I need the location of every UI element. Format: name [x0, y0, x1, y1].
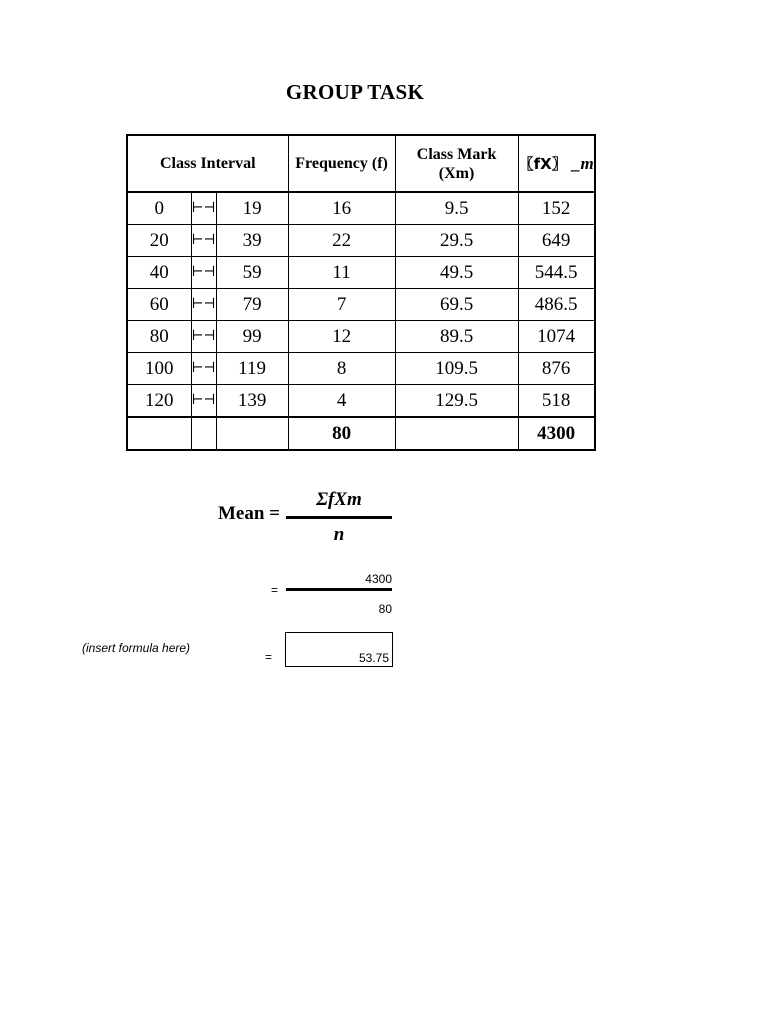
- class-lower: 100: [127, 353, 191, 385]
- interval-symbol: ⊢⊣: [191, 192, 216, 225]
- total-frequency: 80: [288, 417, 395, 450]
- result-box[interactable]: [285, 632, 393, 667]
- frequency-cell: 8: [288, 353, 395, 385]
- table-row: [127, 321, 595, 353]
- table-row: [127, 289, 595, 321]
- fxm-cell: 649: [518, 225, 595, 257]
- frequency-cell: 4: [288, 385, 395, 418]
- total-blank: [191, 417, 216, 450]
- table-row: [127, 353, 595, 385]
- class-lower: 120: [127, 385, 191, 418]
- class-upper: 39: [216, 225, 288, 257]
- fx-main: fX: [533, 154, 552, 173]
- fx-left-bracket: 〖: [518, 154, 534, 173]
- table-row: [127, 225, 595, 257]
- class-mark-cell: 129.5: [395, 385, 518, 418]
- step-equals: =: [271, 583, 279, 597]
- class-mark-cell: 9.5: [395, 192, 518, 225]
- step-denominator: 80: [378, 602, 392, 616]
- header-class-mark-line2: (Xm): [438, 164, 475, 182]
- total-fxm: 4300: [518, 417, 595, 450]
- interval-symbol: ⊢⊣: [191, 257, 216, 289]
- frequency-cell: 22: [288, 225, 395, 257]
- fxm-cell: 544.5: [518, 257, 595, 289]
- class-lower: 60: [127, 289, 191, 321]
- result-equals: =: [265, 650, 273, 664]
- page-title: GROUP TASK: [285, 80, 425, 104]
- class-upper: 59: [216, 257, 288, 289]
- fxm-cell: 518: [518, 385, 595, 418]
- total-blank: [127, 417, 191, 450]
- class-lower: 20: [127, 225, 191, 257]
- result-value: 53.75: [358, 651, 389, 665]
- total-blank: [395, 417, 518, 450]
- class-upper: 119: [216, 353, 288, 385]
- frequency-cell: 16: [288, 192, 395, 225]
- class-upper: 99: [216, 321, 288, 353]
- class-upper: 79: [216, 289, 288, 321]
- frequency-table: [126, 134, 596, 451]
- table-total-row: [127, 417, 595, 450]
- step-fraction-line: [286, 588, 392, 591]
- header-class-mark: [395, 135, 518, 192]
- table-header-row: [127, 135, 595, 192]
- class-upper: 139: [216, 385, 288, 418]
- class-upper: 19: [216, 192, 288, 225]
- class-lower: 0: [127, 192, 191, 225]
- class-mark-cell: 69.5: [395, 289, 518, 321]
- frequency-cell: 7: [288, 289, 395, 321]
- interval-symbol: ⊢⊣: [191, 353, 216, 385]
- interval-symbol: ⊢⊣: [191, 321, 216, 353]
- class-mark-cell: 109.5: [395, 353, 518, 385]
- class-mark-cell: 29.5: [395, 225, 518, 257]
- fxm-cell: 152: [518, 192, 595, 225]
- total-blank: [216, 417, 288, 450]
- fraction-line: [286, 516, 392, 519]
- class-lower: 40: [127, 257, 191, 289]
- table-row: [127, 192, 595, 225]
- header-frequency: Frequency (f): [288, 135, 395, 192]
- frequency-cell: 12: [288, 321, 395, 353]
- class-lower: 80: [127, 321, 191, 353]
- fxm-cell: 1074: [518, 321, 595, 353]
- table-row: [127, 257, 595, 289]
- fx-right-bracket: 〗: [551, 154, 567, 173]
- step-numerator: 4300: [365, 572, 392, 586]
- mean-label: Mean =: [218, 503, 281, 524]
- header-fxm: [518, 135, 595, 192]
- fxm-cell: 486.5: [518, 289, 595, 321]
- header-class-mark-line1: Class Mark: [416, 145, 497, 163]
- mean-denominator: n: [333, 524, 345, 545]
- interval-symbol: ⊢⊣: [191, 289, 216, 321]
- class-mark-cell: 49.5: [395, 257, 518, 289]
- fx-sub: _m: [571, 153, 594, 173]
- table-row: [127, 385, 595, 418]
- interval-symbol: ⊢⊣: [191, 385, 216, 418]
- frequency-cell: 11: [288, 257, 395, 289]
- fxm-cell: 876: [518, 353, 595, 385]
- mean-numerator: ΣfXm: [316, 489, 362, 510]
- interval-symbol: ⊢⊣: [191, 225, 216, 257]
- class-mark-cell: 89.5: [395, 321, 518, 353]
- formula-note: (insert formula here): [82, 641, 191, 655]
- header-class-interval: Class Interval: [127, 135, 288, 192]
